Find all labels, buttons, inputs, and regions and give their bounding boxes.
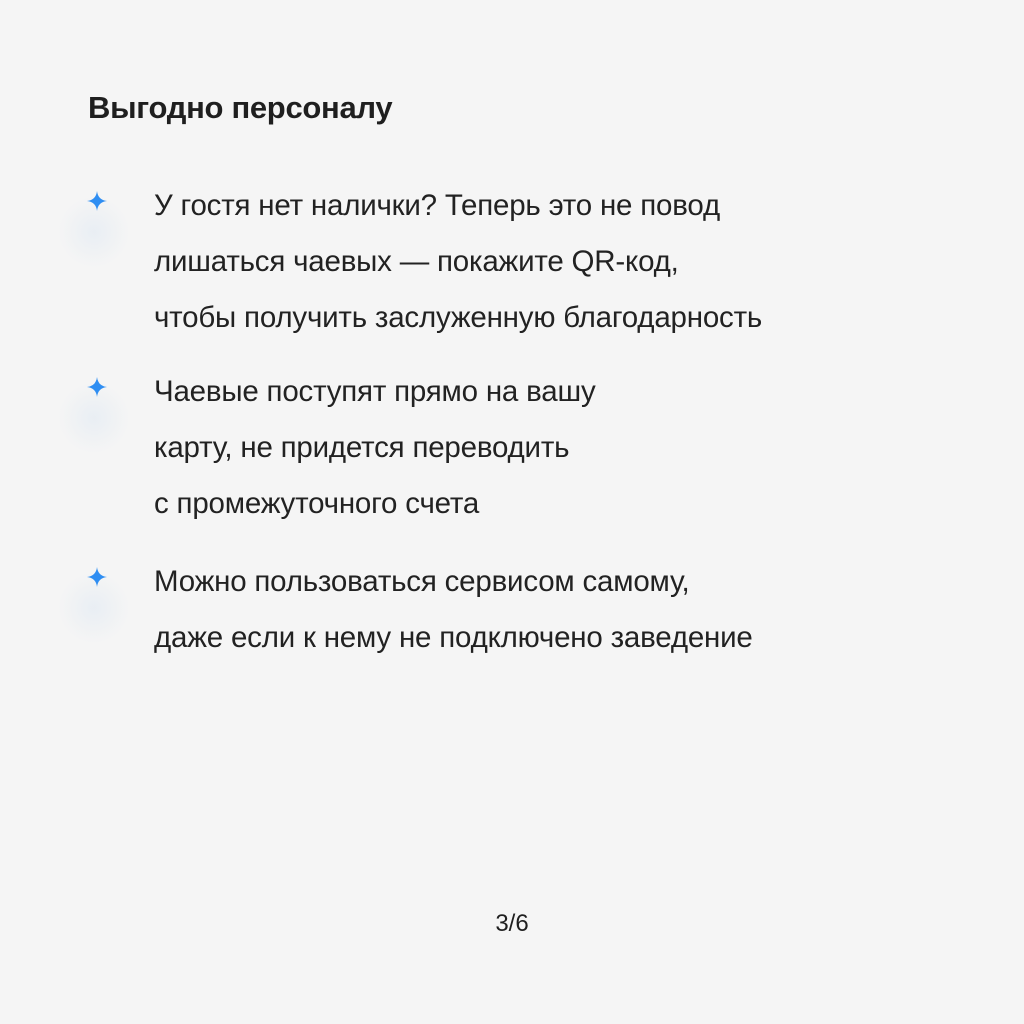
list-item-text <box>154 554 944 666</box>
list-item-line: Можно пользоваться сервисом самому, <box>154 565 690 598</box>
list-item-text <box>154 178 944 346</box>
list-item-line: даже если к нему не подключено заведение <box>154 621 753 654</box>
list-item-line: лишаться чаевых — покажите QR-код, <box>154 245 679 278</box>
sparkle-plus-icon <box>80 178 116 224</box>
sparkle-plus-icon <box>80 364 116 410</box>
list-item-line: У гостя нет налички? Теперь это не повод <box>154 189 720 222</box>
slide-title: Выгодно персоналу <box>88 90 393 125</box>
list-item-text <box>154 364 944 532</box>
list-item-line: чтобы получить заслуженную благодарность <box>154 301 763 334</box>
list-item-line: карту, не придется переводить <box>154 431 570 464</box>
page-indicator: 3/6 <box>495 910 529 937</box>
list-item-line: Чаевые поступят прямо на вашу <box>154 375 596 408</box>
list-item-line: с промежуточного счета <box>154 487 480 520</box>
sparkle-plus-icon <box>80 554 116 600</box>
